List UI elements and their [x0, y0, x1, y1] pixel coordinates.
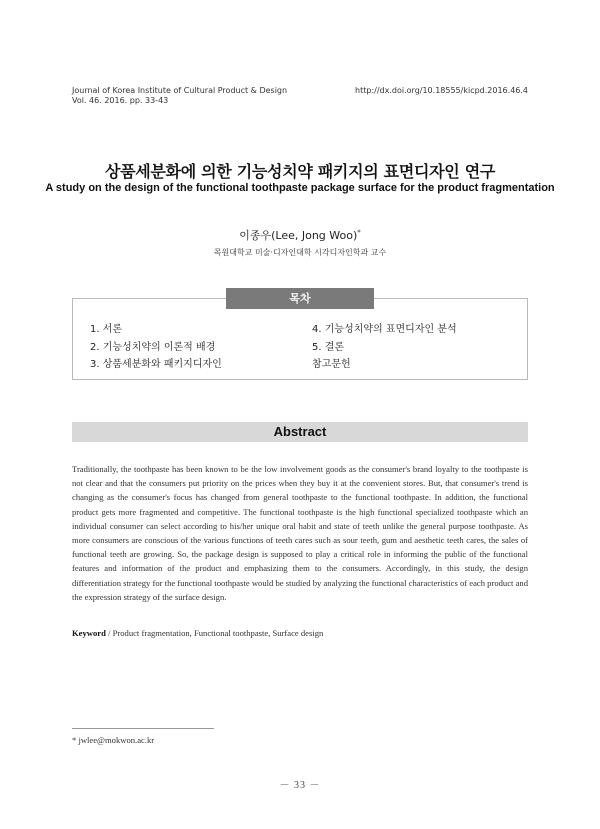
toc-item: 4. 기능성치약의 표면디자인 분석 — [312, 324, 457, 335]
footnote-email: * jwlee@mokwon.ac.kr — [72, 735, 155, 745]
title-english: A study on the design of the functional toothpaste package surface for the product fragmentation — [45, 182, 555, 194]
journal-info — [72, 86, 287, 106]
toc-item: 2. 기능성치약의 이론적 배경 — [90, 342, 216, 353]
journal-name: Journal of Korea Institute of Cultural Product & Design — [72, 86, 288, 95]
author-footnote-mark: * — [357, 228, 361, 237]
abstract-heading: Abstract — [72, 422, 528, 442]
toc-label: 목차 — [226, 288, 374, 309]
toc-item: 5. 결론 — [312, 342, 345, 353]
footnote-divider — [72, 728, 214, 729]
toc-item: 3. 상품세분화와 패키지디자인 — [90, 359, 222, 370]
journal-volume: Vol. 46. 2016. pp. 33-43 — [72, 96, 169, 105]
keyword-label: Keyword — [72, 628, 106, 638]
toc-item: 1. 서론 — [90, 324, 123, 335]
author-name: 이종우(Lee, Jong Woo) — [239, 229, 358, 242]
keyword-list: / Product fragmentation, Functional toothpaste, Surface design — [105, 628, 324, 638]
title-korean: 상품세분화에 의한 기능성치약 패키지의 표면디자인 연구 — [104, 162, 496, 181]
keywords — [72, 628, 528, 638]
page-number: － 33 － — [279, 780, 321, 791]
author — [0, 227, 600, 243]
doi-link[interactable]: http://dx.doi.org/10.18555/kicpd.2016.46.4 — [355, 86, 528, 95]
author-affiliation: 목원대학교 미술·디자인대학 시각디자인학과 교수 — [213, 248, 387, 257]
abstract-body: Traditionally, the toothpaste has been known to be the low involvement goods as the consumer's brand loyalty to the toothpaste is not clear and that the consumers put priority on the prices when they buy it at the convenient stores. But, that consumer's trend is changing as the consumer's focus has changed from general toothpaste to the functional toothpaste. In addition, the functional product gets more fragmented and competitive. The functional toothpaste is the high functional specialized toothpaste which an individual consumer can select according to his/her unique oral habit and state of teeth unlike the general purpose toothpaste. As more consumers are conscious of the various functions of teeth cares such as sour teeth, gum and aesthetic teeth cares, the sales of functional teeth are growing. So, the package design is supposed to play a critical role in informing the public of the functional features and information of the product and emphasizing them to the consumers. Accordingly, in this study, the design differentiation strategy for the functional toothpaste would be studied by analyzing the functional characteristics of each product and the expression strategy of the surface design. — [72, 464, 528, 602]
toc-item: 참고문헌 — [312, 359, 351, 370]
